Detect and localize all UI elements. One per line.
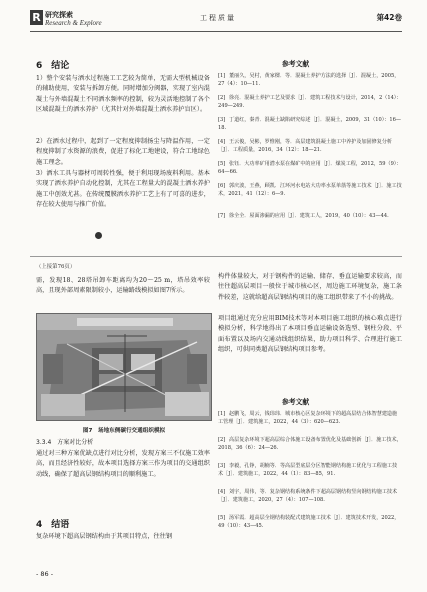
volume-label: 第42卷: [376, 13, 402, 22]
journal-name: 工程质量: [200, 14, 236, 22]
conclusion-paragraph-2: 2）在洒水过程中，起到了一定程度抑制扬尘与降温作用，一定程度抑制了水资源的浪费，促进了标化工地建设，符合工地绿色施工理念。: [36, 138, 210, 166]
body-paragraph: 需，发现18、28塔吊卸车距离均为20～25 m，塔吊效率较高，且现外部周素限制较小，运输路线模拟如图7所示。: [36, 277, 210, 295]
column-logo: R: [30, 10, 43, 25]
reference-item: [1] 赵鹏飞，周云，钱玮玮．城市核心区复杂环境下的超高层结合体智慧建造施工管理［J］．建筑施工，2022，44（3）：620—623.: [218, 411, 398, 426]
closing-heading: 4 结语: [36, 520, 70, 530]
conclusion-heading: 6 结论: [36, 61, 70, 71]
column-name: 研究探索: [45, 11, 73, 19]
reference-item: [2] 高层复杂环境下超高层综合体施工设备布置优化及基础创新［J］．施工技术，2018，36（6）：24—26.: [218, 437, 402, 452]
reference-item: [3] 李毅，孔铮，胡楠等．等高层型底层分区智能钢结构施工优化与工程施工技术［J］．建筑施工，2022，44（1）：83—85，91.: [218, 463, 398, 478]
reference-item: [4] 刘宇，周伟，等．复杂钢结构系统条件下超高层钢结构竖向钢结构施工技术［J］．建筑施工，2020，27（4）：107—108.: [218, 489, 398, 504]
conclusion-paragraph-3: 3）洒水工具与器材可周转性强，便于利用现场废料利用。基本实现了洒水养护自动化控制，尤其在工程量大的混凝土洒水养护施工中创效尤甚。在传统覆膜洒水养护工艺上有了可喜的进步，存在较大使用与推广价值。: [36, 170, 210, 209]
references-title: 参考文献: [282, 60, 310, 68]
reference-item: [1] 董丽久，吴村，黄家樑．等．混凝土养护方法的选择［J］．混凝土，2005，27（4）：10—11.: [218, 73, 400, 88]
body-paragraph: 项目组通过充分应用BIM技术等对本项目施工组织的核心难点进行模拟分析，科学地得出了本项目垂直运输设备选型、钢柱分段、平面布置以及场内交通动线组织结果，助力项目科学、合理进行施工组织，可供同类超高层钢结构项目参考。: [218, 315, 402, 354]
site-photo-figure: [36, 313, 212, 421]
reference-item: [2] 徐亮．混凝土养护工艺及要求［J］．建筑工程技术与设计，2014，2（14）：249—249.: [218, 95, 402, 110]
reference-item: [4] 王云俊，吴彬，罗惟刚，等．高层建筑混凝土施工中养护及加固修复分析［J］．工程质量，2016，34（12）：18—21.: [218, 139, 393, 154]
site-aerial-image: [37, 314, 212, 421]
closing-paragraph: 复杂环境下超高层钢结构由于其项目特点，往往钢: [36, 533, 173, 540]
end-mark-icon: [95, 232, 102, 239]
page-number: - 86 -: [36, 570, 54, 578]
column-name-en: Research & Explore: [45, 19, 102, 27]
reference-item: [3] 丁道红，秦青．混凝土缺陷研究综述［J］．混凝土，2009，31（10）：16—18.: [218, 117, 401, 132]
reference-item: [6] 郭庆波，王燕，顾凯．江环河水电站大功率水泵单筋等施工技术［J］．施工技术，2021，41（12）：6—9.: [218, 183, 402, 198]
body-paragraph: 构件体量较大，对于钢构件的运输、储存、垂直运输要求较高，而往往超高层项目一般位于城市核心区，周边施工环境复杂，施工条件较差，这就给超高层钢结构项目的施工组织带来了不小的挑战。: [218, 273, 402, 301]
reference-item: [7] 徐全全．屋面渗漏的应用［J］．建筑工人，2019，40（10）：43—44.: [218, 213, 389, 219]
conclusion-paragraph-1: 1）整个安装与洒水过程施工工艺较为简单，无需大型机械设备的辅助使用，安装与拆卸方便。同时增加分阀器，实现了室内混凝土与外墙混凝土不同洒水频率的控制，较为灵活地控制了各个区域混凝土的洒水养护（尤其针对外墙混凝土洒水养护盲区）。: [36, 75, 210, 114]
subsection-heading: 3.3.4 方案对比分析: [36, 439, 94, 446]
article-divider: [30, 256, 402, 257]
page-header: [30, 10, 402, 32]
reference-item: [5] 汤军霞．超高层全钢结构装配式建筑施工技术［J］．建筑技术开发，2022，49（10）：43—45.: [218, 515, 400, 530]
references-title: 参考文献: [282, 398, 310, 406]
figure-caption: 图7 场地东侧碳行交通组织模拟: [82, 428, 166, 434]
comparison-paragraph: 通过对三种方案优缺点进行对比分析，发现方案三不仅施工效率高，而且经济性较好，故本项目选择方案三作为项目的交通组织动线，确保了超高层钢结构项目的顺利施工。: [36, 450, 210, 478]
continuation-note: （上接第76页）: [36, 264, 76, 270]
reference-item: [5] 张钰．大功率矿用潜水泵在煤矿中的应用［J］．煤炭工程，2012，59（9）：64—66.: [218, 161, 402, 176]
